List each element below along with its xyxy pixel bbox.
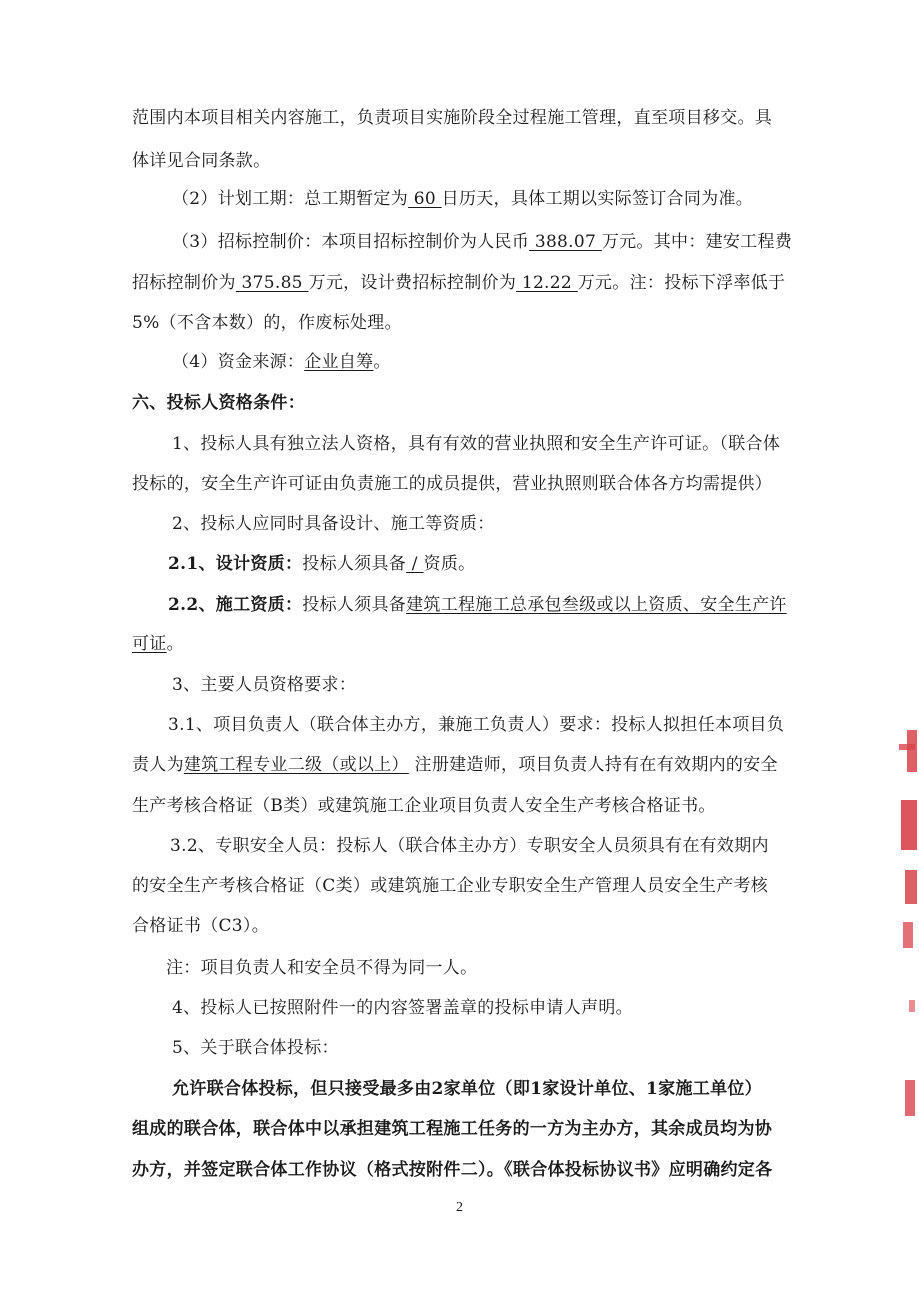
seal-mark (905, 870, 917, 904)
seal-mark (903, 922, 913, 948)
bold-paragraph-line: 组成的联合体，联合体中以承担建筑工程施工任务的一方为主办方，其余成员均为协 (132, 1119, 773, 1139)
construction-qualification-line: 2.2、施工资质：投标人须具备建筑工程施工总承包叁级或以上资质、安全生产许 (168, 595, 787, 615)
paragraph-line: 生产考核合格证（B类）或建筑施工企业项目负责人安全生产考核合格证书。 (132, 796, 716, 816)
paragraph-line: 3.2、专职安全人员：投标人（联合体主办方）专职安全人员须具有在有效期内 (170, 836, 769, 856)
note-line: 注：项目负责人和安全员不得为同一人。 (166, 958, 478, 978)
section-heading: 六、投标人资格条件： (132, 393, 305, 413)
paragraph-line: 1、投标人具有独立法人资格，具有有效的营业执照和安全生产许可证。（联合体 (172, 434, 781, 454)
design-qualification-line: 2.1、设计资质：投标人须具备 / 资质。 (168, 554, 476, 574)
paragraph-line: 3、主要人员资格要求： (172, 675, 357, 695)
seal-mark (901, 800, 917, 850)
construction-qualification-value: 建筑工程施工总承包叁级或以上资质、安全生产许 (406, 595, 787, 615)
builder-grade-value: 建筑工程专业二级（或以上） (183, 755, 409, 775)
fund-source-value: 企业自筹 (304, 352, 374, 372)
duration-value: 60 (408, 189, 442, 209)
seal-mark (905, 1080, 915, 1116)
control-price-line: （3）招标控制价：本项目招标控制价为人民币 388.07 万元。其中：建安工程费 (172, 232, 793, 252)
seal-mark (899, 744, 915, 750)
paragraph-line: 3.1、项目负责人（联合体主办方，兼施工负责人）要求：投标人拟担任本项目负 (168, 715, 785, 735)
bold-paragraph-line: 办方，并签定联合体工作协议（格式按附件二）。《联合体投标协议书》应明确约定各 (132, 1160, 773, 1180)
paragraph-line: 合格证书（C3）。 (132, 916, 270, 936)
design-price-value: 12.22 (516, 273, 578, 293)
page-number: 2 (456, 1200, 463, 1215)
seal-mark (907, 730, 917, 772)
fund-source-line: （4）资金来源：企业自筹。 (172, 352, 391, 372)
paragraph-line: 体详见合同条款。 (132, 151, 271, 171)
seal-stamp-edge (895, 730, 919, 1150)
bold-paragraph-line: 允许联合体投标，但只接受最多由2家单位（即1家设计单位、1家施工单位） (172, 1079, 762, 1099)
paragraph-line: 的安全生产考核合格证（C类）或建筑施工企业专职安全生产管理人员安全生产考核 (132, 876, 769, 896)
project-manager-line: 责人为建筑工程专业二级（或以上） 注册建造师，项目负责人持有在有效期内的安全 (132, 755, 778, 775)
control-price-value: 388.07 (529, 232, 602, 252)
paragraph-line: 4、投标人已按照附件一的内容签署盖章的投标申请人声明。 (172, 998, 633, 1018)
paragraph-line: 5%（不含本数）的，作废标处理。 (132, 313, 402, 333)
paragraph-line: 范围内本项目相关内容施工，负责项目实施阶段全过程施工管理，直至项目移交。具 (132, 108, 773, 128)
seal-mark (909, 1000, 915, 1012)
paragraph-line: 2、投标人应同时具备设计、施工等资质： (172, 514, 495, 534)
schedule-line: （2）计划工期：总工期暂定为 60 日历天，具体工期以实际签订合同为准。 (172, 189, 754, 209)
design-qualification-value: / (406, 554, 424, 574)
paragraph-line: 可证。 (132, 634, 184, 654)
control-price-detail-line: 招标控制价为 375.85 万元，设计费招标控制价为 12.22 万元。注：投标下浮率低于 (132, 273, 786, 293)
paragraph-line: 5、关于联合体投标： (172, 1038, 339, 1058)
construction-price-value: 375.85 (235, 273, 309, 293)
paragraph-line: 投标的，安全生产许可证由负责施工的成员提供，营业执照则联合体各方均需提供） (132, 474, 773, 494)
